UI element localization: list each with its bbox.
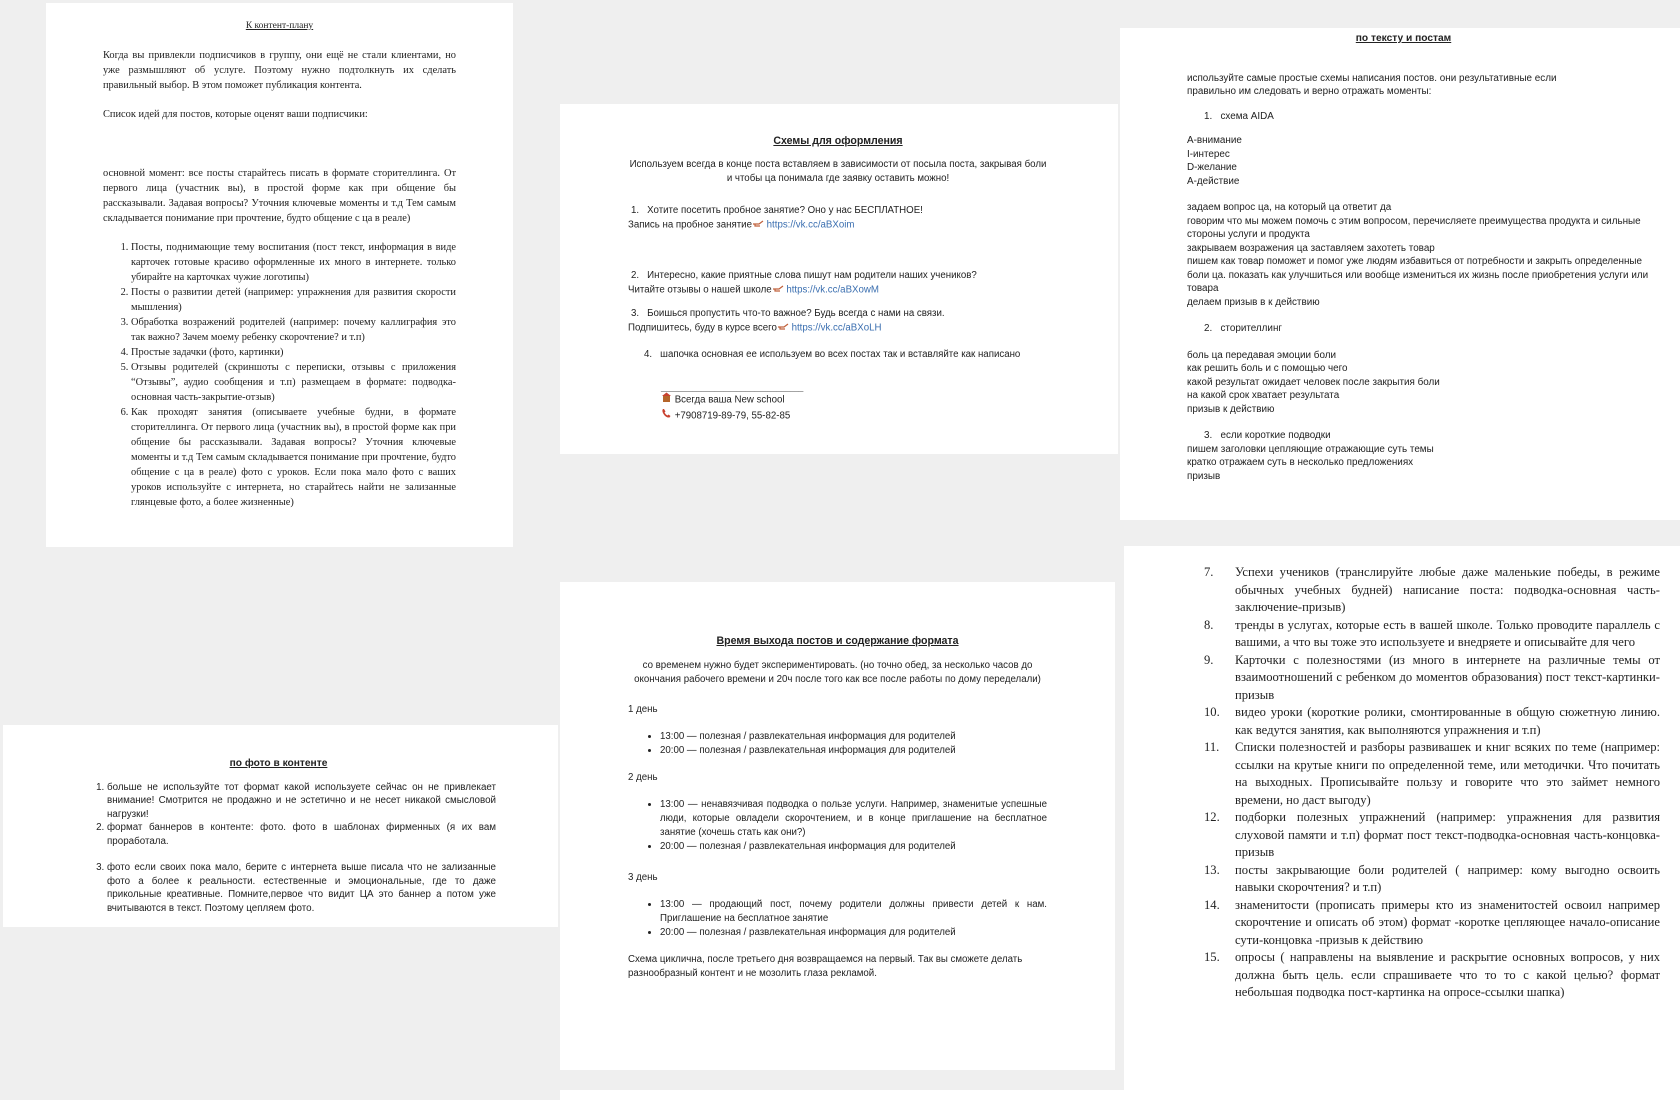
day-label: 3 день [628,872,658,883]
list-item: 6. Как проходят занятия (описываете учебные будни, в формате сторителлинга. От первого лица (участник вы), в простой форме как при общение бы рассказывали. Задавая вопросы? Уточния ключевые моменты и т.д Тем самым складывается понимание при прочтение, будто общение с ца в реале) фото с уроков. Если пока мало фото с ваших уроков используйте с интернета, но старайтесь найти не зализанные глянцевые фото, а более жизненные) [131,405,456,510]
item-text: Интересно, какие приятные слова пишут нам родители наших учеников? [647,269,977,281]
sheet-title: К контент-плану [245,21,314,31]
scheme-label: если короткие подводки [1220,430,1331,441]
list-item: • 20:00 — полезная / развлекательная информация для родителей [660,744,1047,758]
day-schedule [628,898,1047,940]
item-number: 10. [1204,705,1220,719]
intro-paragraph: со временем нужно будет экспериментировать. (но точно обед, за несколько часов до окончания рабочего времени и 20ч после того как все после работы по дому переделали) [634,660,1041,685]
item-number: 12. [1204,810,1220,824]
day-label: 1 день [628,704,658,715]
scheme-item [628,204,1048,233]
list-item: 4. Простые задачки (фото, картинки) [131,345,456,360]
scheme-label: схема AIDA [1220,110,1274,122]
next-sheet-edge [560,1090,1160,1100]
ideas-heading: Список идей для постов, которые оценят ваши подписчики: [103,109,368,120]
list-item [1204,564,1660,617]
pointing-hand-icon [777,321,789,335]
item-text: шапочка основная ее используем во всех постах так и вставляйте как написано [660,348,1021,360]
scheme-heading [1187,110,1660,124]
item-text: видео уроки (короткие ролики, смонтированные в общую сюжетную линию. как ведутся занятия, как выполняются упражнения и т.п) [1235,705,1660,737]
signature-block [628,384,1048,424]
item-text: посты закрывающие боли родителей ( например: кому выгодно освоить навыки скорочтения? и т.п) [1235,862,1660,894]
list-item [1204,617,1660,652]
text-line: призыв [1187,470,1221,482]
text-line: I-интерес [1187,148,1230,160]
item-text: Боишься пропустить что-то важное? Будь всегда с нами на связи. [647,308,945,320]
text-line: какой результат ожидает человек после закрытия боли [1187,376,1440,388]
sheet-title: по фото в контенте [229,758,328,769]
story-lines [1187,349,1660,417]
day-schedule [628,730,1047,758]
scheme-link[interactable]: https://vk.cc/aBXoLH [791,322,882,334]
list-item: • 13:00 — продающий пост, почему родители должны привести детей к нам. Приглашение на бесплатное занятие [660,898,1047,926]
photo-content-sheet [3,725,558,927]
item-number: 14. [1204,897,1220,912]
scheme-link[interactable]: https://vk.cc/aBXoim [766,219,855,231]
item-text: подборки полезных упражнений (например: упражнения для развития слуховой памяти и т.п) формат пост текст-подводка-основная часть-концовка-призыв [1235,810,1660,859]
photo-list [85,781,496,916]
sheet-title: Время выхода постов и содержание формата [716,635,959,647]
phone-icon [661,408,672,424]
item-text: Списки полезностей и разборы развивашек и книг всяких по теме (например: ссылки на крутые книги по определенной теме, или методички. Что почитать на выходных. Прописывайте пользу и говорите что это займет немного времени, но даст выгоду) [1235,740,1660,807]
list-item [1204,704,1660,739]
text-line: призыв к действию [1187,403,1275,415]
scheme-heading [1187,429,1660,443]
list-item [1204,809,1660,862]
text-line: закрываем возражения ца заставляем захотеть товар [1187,242,1435,254]
sheet-title: Схемы для оформления [773,135,903,147]
item-sub: Подпишитесь, буду в курсе всего [628,322,777,334]
item-number: 3. [631,308,640,320]
item-number: 2. [631,269,640,281]
intro-paragraph: Когда вы привлекли подписчиков в группу, они ещё не стали клиентами, но уже размышляют об услуге. Поэтому нужно подтолкнуть их сделать правильный выбор. В этом поможет публикация контента. [103,50,456,91]
list-item: 3. фото если своих пока мало, берите с интернета выше писала что не зализанные фото а более к реальности. естественные и эмоциональные, где то даже прикольные креативные. Помните,первое что видит ЦА это баннер а потом уже вчитываются в текст. Поэтому цепляем фото. [107,861,496,915]
short-lines [1187,443,1660,484]
list-item: • 13:00 — полезная / развлекательная информация для родителей [660,730,1047,744]
school-bell-icon [661,392,672,408]
text-line: задаем вопрос ца, на который ца ответит да [1187,202,1392,213]
text-line: как решить боль и с помощью чего [1187,363,1348,374]
intro-paragraph: используйте самые простые схемы написания постов. они результативные если правильно им следовать и верно отражать моменты: [1187,72,1557,97]
item-number: 1. [631,205,640,216]
item-text: знаменитости (прописать примеры кто из знаменитостей освоил например скорочтение и описать об этом) формат -коротке цепляющее начало-описание сути-концовка -призыв к действию [1235,897,1660,947]
item-text: Успехи учеников (транслируйте любые даже маленькие победы, в режиме обычных учебных будней) написание поста: подводка-основная часть-заключение-призыв) [1235,565,1660,614]
intro-paragraph: Используем всегда в конце поста вставляем в зависимости от посыла поста, закрывая боли и чтобы ца понимала где заявку оставить можно! [629,159,1047,184]
item-number: 8. [1204,617,1214,632]
outro-paragraph: Схема циклична, после третьего дня возвращаемся на первый. Так вы сможете делать разнообразный контент и не мозолить глаза рекламой. [628,954,1023,979]
list-item: 1. больше не используйте тот формат какой используете сейчас он не привлекает внимание! Смотрится не продажно и не эстетично и не несет никакой смысловой нагрузки! [107,781,496,822]
scheme-item [628,348,1048,362]
scheme-item [628,307,1048,336]
pointing-hand-icon [772,283,784,297]
text-line: на какой срок хватает результата [1187,390,1340,401]
item-text: тренды в услугах, которые есть в вашей школе. Только проводите параллель с вашими, а что вы тоже это используете и внедряете и описывайте для чего [1235,617,1660,649]
list-item: • 20:00 — полезная / развлекательная информация для родителей [660,926,1047,940]
text-line: кратко отражаем суть в несколько предложениях [1187,457,1414,468]
aida-body [1187,201,1660,309]
text-and-posts-sheet [1120,28,1680,520]
item-number: 13. [1204,862,1220,877]
scheme-label: сторителлинг [1220,323,1283,334]
list-item: • 13:00 — ненавязчивая подводка о пользе услуги. Например, знаменитые успешные люди, которые овладели скорочтением, и в конце приглашение на бесплатное занятие (хочешь стать как они?) [660,798,1047,840]
signature-phone: +7908719-89-79, 55-82-85 [674,410,791,422]
item-number: 9. [1204,652,1214,667]
list-item: 2. Посты о развитии детей (например: упражнения для развития скорости мышления) [131,285,456,315]
day-schedule [628,798,1047,854]
item-number: 7. [1204,565,1214,579]
posting-schedule-sheet [560,582,1115,1070]
signature-rule: ________________________________ [661,382,804,392]
text-line: D-желание [1187,162,1237,173]
scheme-heading [1187,322,1660,336]
list-item [1204,739,1660,809]
scheme-number: 1. [1204,110,1213,122]
text-line: пишем заголовки цепляющие отражающие суть темы [1187,443,1434,455]
scheme-number: 3. [1204,430,1213,441]
ideas-continued-sheet [1124,546,1680,1100]
main-point-paragraph: основной момент: все посты старайтесь писать в формате сторителлинга. От первого лица (участник вы), в простой форме как при общение бы рассказывали. Задавая вопросы? Уточния ключевые моменты и т.д Тем самым складывается понимание при прочтение, будто общение с ца в реале) [103,168,456,224]
list-item: 2. формат баннеров в контенте: фото. фото в шаблонах фирменных (я их вам проработала. [107,821,496,848]
text-line: А-внимание [1187,135,1242,146]
item-number: 4. [644,348,653,360]
list-item: 1. Посты, поднимающие тему воспитания (пост текст, информация в виде карточек готовые красиво оформленные их много в интернете. только убирайте на карточках чужие логотипы) [131,240,456,285]
text-line: говорим что мы можем помочь с этим вопросом, перечисляете преимущества продукта и сильные стороны услуги и продукта [1187,215,1641,240]
list-item: 5. Отзывы родителей (скриншоты с переписки, отзывы с приложения “Отзывы”, аудио сообщения и т.п) размещаем в формате: подводка-основная часть-закрытие-отзыв) [131,360,456,405]
item-text: Хотите посетить пробное занятие? Оно у нас БЕСПЛАТНОЕ! [647,205,923,216]
aida-lines [1187,134,1660,188]
text-line: делаем призыв в к действию [1187,296,1320,308]
content-plan-sheet [46,3,513,547]
text-line: А-действие [1187,175,1240,187]
item-text: Карточки с полезностями (из много в интернете на различные темы от взаимоотношений с ребенком до моментов образования) пост текст-картинки-призыв [1235,652,1660,702]
list-item [1204,949,1660,1002]
design-schemes-sheet [560,104,1118,454]
scheme-item [628,269,1048,298]
ideas-list [103,240,456,510]
day-label: 2 день [628,772,658,783]
item-text: опросы ( направлены на выявление и раскрытие основных вопросов, у них должна быть цель. если спрашиваете что то то с какой целью? формат небольшая подводка пост-картинка на опросе-ссылки шапка) [1235,950,1660,999]
pointing-hand-icon [752,218,764,232]
item-sub: Читайте отзывы о нашей школе [628,284,772,296]
text-line: боль ца передавая эмоции боли [1187,349,1337,361]
sheet-title: по тексту и постам [1355,33,1452,44]
scheme-link[interactable]: https://vk.cc/aBXowM [786,284,879,296]
list-item [1204,862,1660,897]
scheme-number: 2. [1204,323,1213,334]
list-item: 3. Обработка возражений родителей (например: почему каллиграфия это так важно? Зачем моему ребенку скорочтение? и т.п) [131,315,456,345]
signature-name: Всегда ваша New school [674,394,785,406]
item-number: 11. [1204,740,1220,754]
list-item: • 20:00 — полезная / развлекательная информация для родителей [660,840,1047,854]
text-line: пишем как товар поможет и помог уже людям избавиться от потребности и закрыть определенные боли ца. показать как улучшиться или вообще измениться их жизнь после приобретения услуги или товара [1187,256,1649,294]
list-item [1204,897,1660,950]
item-sub: Запись на пробное занятие [628,219,752,231]
item-number: 15. [1204,950,1220,964]
list-item [1204,652,1660,705]
